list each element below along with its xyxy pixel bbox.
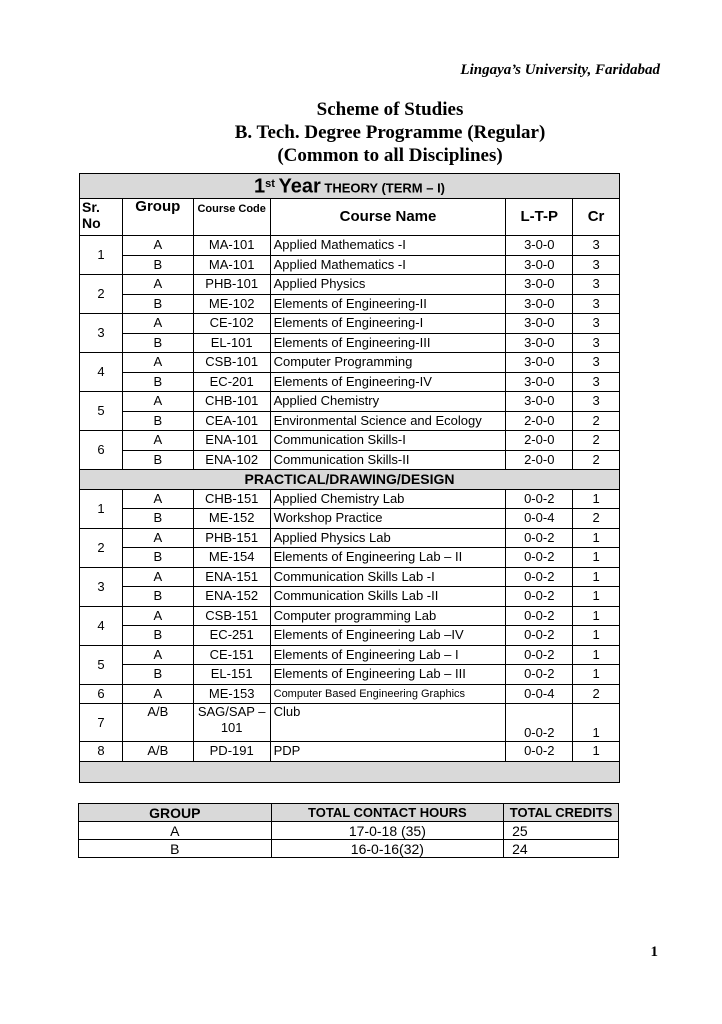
practical-band-row	[80, 470, 620, 490]
course-name: Elements of Engineering Lab –IV	[270, 626, 506, 646]
course-row	[80, 626, 620, 646]
sr-number: 4	[80, 606, 123, 645]
credits-cell: 2	[573, 431, 620, 451]
course-code: PD-191	[193, 742, 270, 762]
course-name: Elements of Engineering Lab – III	[270, 665, 506, 685]
course-name: Applied Physics Lab	[270, 528, 506, 548]
sr-number: 5	[80, 392, 123, 431]
sr-number: 5	[80, 645, 123, 684]
course-row	[80, 236, 620, 256]
year-suffix: st	[265, 177, 275, 190]
course-row	[80, 742, 620, 762]
group-cell: A	[122, 528, 193, 548]
course-code: ENA-102	[193, 450, 270, 470]
year-band-row	[80, 174, 620, 199]
group-cell: B	[122, 450, 193, 470]
course-code: CSB-151	[193, 606, 270, 626]
totals-summary-table	[78, 803, 619, 858]
credits-cell: 3	[573, 294, 620, 314]
course-name: Computer programming Lab	[270, 606, 506, 626]
group-cell: A	[122, 567, 193, 587]
group-cell: B	[122, 587, 193, 607]
group-cell: B	[122, 333, 193, 353]
ltp-cell: 3-0-0	[506, 294, 573, 314]
credits-cell: 1	[573, 528, 620, 548]
course-name: Elements of Engineering Lab – I	[270, 645, 506, 665]
course-row	[80, 509, 620, 529]
title-line-1: Scheme of Studies	[316, 99, 464, 120]
course-code: ME-102	[193, 294, 270, 314]
credits-cell: 1	[573, 704, 620, 742]
course-row	[80, 567, 620, 587]
col-course-name: Course Name	[270, 199, 506, 236]
group-cell: B	[122, 255, 193, 275]
summary-col-group: GROUP	[79, 804, 272, 822]
course-row	[80, 411, 620, 431]
credits-cell: 1	[573, 567, 620, 587]
sr-number: 6	[80, 684, 123, 704]
group-cell: B	[122, 372, 193, 392]
course-row	[80, 333, 620, 353]
group-cell: A	[122, 684, 193, 704]
ltp-cell: 3-0-0	[506, 372, 573, 392]
course-name: Computer Based Engineering Graphics	[270, 684, 506, 704]
course-code: CSB-101	[193, 353, 270, 373]
ltp-cell: 0-0-2	[506, 567, 573, 587]
course-name: Communication Skills-II	[270, 450, 506, 470]
credits-cell: 2	[573, 450, 620, 470]
course-row	[80, 606, 620, 626]
course-code: CHB-101	[193, 392, 270, 412]
credits-cell: 3	[573, 275, 620, 295]
course-row	[80, 392, 620, 412]
course-name: Communication Skills Lab -II	[270, 587, 506, 607]
ltp-cell: 2-0-0	[506, 431, 573, 451]
credits-cell: 2	[573, 411, 620, 431]
sr-number: 2	[80, 528, 123, 567]
ltp-cell: 0-0-2	[506, 587, 573, 607]
ltp-cell: 0-0-2	[506, 548, 573, 568]
credits-cell: 1	[573, 587, 620, 607]
credits-cell: 3	[573, 353, 620, 373]
sr-number: 2	[80, 275, 123, 314]
ltp-cell: 3-0-0	[506, 353, 573, 373]
ltp-cell: 3-0-0	[506, 236, 573, 256]
group-cell: A/B	[122, 704, 193, 742]
col-sr-no: Sr. No	[80, 199, 123, 236]
course-name: Applied Chemistry	[270, 392, 506, 412]
summary-group: A	[79, 822, 272, 840]
credits-cell: 3	[573, 333, 620, 353]
course-row	[80, 704, 620, 742]
ltp-cell: 3-0-0	[506, 314, 573, 334]
course-name: Elements of Engineering-III	[270, 333, 506, 353]
sr-number: 4	[80, 353, 123, 392]
summary-col-hours: TOTAL CONTACT HOURS	[271, 804, 504, 822]
sr-number: 1	[80, 489, 123, 528]
course-code: EC-201	[193, 372, 270, 392]
year-word: Year	[278, 175, 321, 198]
course-row	[80, 684, 620, 704]
course-name: Club	[270, 704, 506, 742]
summary-header-row	[79, 804, 619, 822]
course-row	[80, 489, 620, 509]
course-name: Elements of Engineering Lab – II	[270, 548, 506, 568]
course-row	[80, 587, 620, 607]
course-code: CHB-151	[193, 489, 270, 509]
course-code: SAG/SAP – 101	[193, 704, 270, 742]
course-row	[80, 450, 620, 470]
sr-number: 7	[80, 704, 123, 742]
course-name: PDP	[270, 742, 506, 762]
summary-hours: 16-0-16(32)	[271, 840, 504, 858]
blank-footer-row	[80, 761, 620, 782]
course-row	[80, 255, 620, 275]
course-code: ME-152	[193, 509, 270, 529]
course-row	[80, 528, 620, 548]
group-cell: A	[122, 431, 193, 451]
summary-hours: 17-0-18 (35)	[271, 822, 504, 840]
credits-cell: 1	[573, 489, 620, 509]
course-name: Workshop Practice	[270, 509, 506, 529]
summary-credits: 25	[504, 822, 619, 840]
ltp-cell: 0-0-2	[506, 704, 573, 742]
col-credits: Cr	[573, 199, 620, 236]
course-code: CE-102	[193, 314, 270, 334]
course-name: Communication Skills-I	[270, 431, 506, 451]
group-cell: B	[122, 509, 193, 529]
course-row	[80, 665, 620, 685]
course-name: Computer Programming	[270, 353, 506, 373]
group-cell: A	[122, 275, 193, 295]
ltp-cell: 0-0-2	[506, 489, 573, 509]
group-cell: A	[122, 489, 193, 509]
course-row	[80, 275, 620, 295]
credits-cell: 1	[573, 606, 620, 626]
credits-cell: 1	[573, 626, 620, 646]
practical-band-label: PRACTICAL/DRAWING/DESIGN	[80, 470, 620, 490]
ltp-cell: 0-0-2	[506, 626, 573, 646]
course-name: Elements of Engineering-II	[270, 294, 506, 314]
col-group: Group	[122, 199, 193, 236]
university-header: Lingaya’s University, Faridabad	[460, 62, 660, 78]
group-cell: B	[122, 411, 193, 431]
course-code: ENA-151	[193, 567, 270, 587]
course-row	[80, 645, 620, 665]
course-row	[80, 353, 620, 373]
group-cell: A	[122, 314, 193, 334]
summary-group: B	[79, 840, 272, 858]
ltp-cell: 2-0-0	[506, 411, 573, 431]
course-code: EL-151	[193, 665, 270, 685]
year-number: 1	[253, 175, 266, 198]
ltp-cell: 0-0-2	[506, 742, 573, 762]
title-line-3: (Common to all Disciplines)	[277, 145, 503, 166]
credits-cell: 3	[573, 314, 620, 334]
course-code: MA-101	[193, 255, 270, 275]
column-header-row	[80, 199, 620, 236]
ltp-cell: 0-0-2	[506, 665, 573, 685]
ltp-cell: 0-0-2	[506, 645, 573, 665]
credits-cell: 2	[573, 509, 620, 529]
document-titles	[0, 98, 722, 167]
sr-number: 1	[80, 236, 123, 275]
group-cell: A	[122, 236, 193, 256]
ltp-cell: 0-0-2	[506, 528, 573, 548]
course-row	[80, 431, 620, 451]
course-code: ENA-101	[193, 431, 270, 451]
course-code: CE-151	[193, 645, 270, 665]
group-cell: A	[122, 606, 193, 626]
term-label: THEORY (TERM – I)	[324, 180, 446, 196]
credits-cell: 1	[573, 665, 620, 685]
ltp-cell: 0-0-2	[506, 606, 573, 626]
credits-cell: 1	[573, 548, 620, 568]
course-row	[80, 372, 620, 392]
sr-number: 3	[80, 567, 123, 606]
ltp-cell: 3-0-0	[506, 275, 573, 295]
course-code: CEA-101	[193, 411, 270, 431]
course-name: Communication Skills Lab -I	[270, 567, 506, 587]
group-cell: A/B	[122, 742, 193, 762]
sr-number: 8	[80, 742, 123, 762]
sr-number: 6	[80, 431, 123, 470]
course-name: Elements of Engineering-IV	[270, 372, 506, 392]
course-name: Applied Mathematics -I	[270, 255, 506, 275]
ltp-cell: 3-0-0	[506, 392, 573, 412]
credits-cell: 3	[573, 372, 620, 392]
course-code: EL-101	[193, 333, 270, 353]
title-line-2: B. Tech. Degree Programme (Regular)	[234, 122, 546, 143]
col-course-code: Course Code	[193, 199, 270, 236]
sr-number: 3	[80, 314, 123, 353]
group-cell: B	[122, 626, 193, 646]
summary-row	[79, 822, 619, 840]
group-cell: A	[122, 353, 193, 373]
course-row	[80, 548, 620, 568]
group-cell: A	[122, 392, 193, 412]
page-number: 1	[650, 944, 658, 960]
course-code: MA-101	[193, 236, 270, 256]
course-code: PHB-101	[193, 275, 270, 295]
course-name: Applied Physics	[270, 275, 506, 295]
ltp-cell: 2-0-0	[506, 450, 573, 470]
group-cell: A	[122, 645, 193, 665]
course-code: EC-251	[193, 626, 270, 646]
course-name: Applied Mathematics -I	[270, 236, 506, 256]
course-code: ME-153	[193, 684, 270, 704]
ltp-cell: 3-0-0	[506, 333, 573, 353]
group-cell: B	[122, 665, 193, 685]
credits-cell: 1	[573, 742, 620, 762]
course-name: Applied Chemistry Lab	[270, 489, 506, 509]
credits-cell: 3	[573, 255, 620, 275]
credits-cell: 3	[573, 392, 620, 412]
course-name: Environmental Science and Ecology	[270, 411, 506, 431]
summary-col-credits: TOTAL CREDITS	[504, 804, 619, 822]
course-name: Elements of Engineering-I	[270, 314, 506, 334]
course-row	[80, 294, 620, 314]
summary-credits: 24	[504, 840, 619, 858]
ltp-cell: 0-0-4	[506, 684, 573, 704]
col-ltp: L-T-P	[506, 199, 573, 236]
credits-cell: 2	[573, 684, 620, 704]
course-scheme-table	[79, 173, 620, 783]
credits-cell: 1	[573, 645, 620, 665]
course-code: PHB-151	[193, 528, 270, 548]
group-cell: B	[122, 548, 193, 568]
group-cell: B	[122, 294, 193, 314]
course-code: ENA-152	[193, 587, 270, 607]
ltp-cell: 0-0-4	[506, 509, 573, 529]
credits-cell: 3	[573, 236, 620, 256]
summary-row	[79, 840, 619, 858]
course-code: ME-154	[193, 548, 270, 568]
ltp-cell: 3-0-0	[506, 255, 573, 275]
blank-cell	[80, 761, 620, 782]
course-row	[80, 314, 620, 334]
